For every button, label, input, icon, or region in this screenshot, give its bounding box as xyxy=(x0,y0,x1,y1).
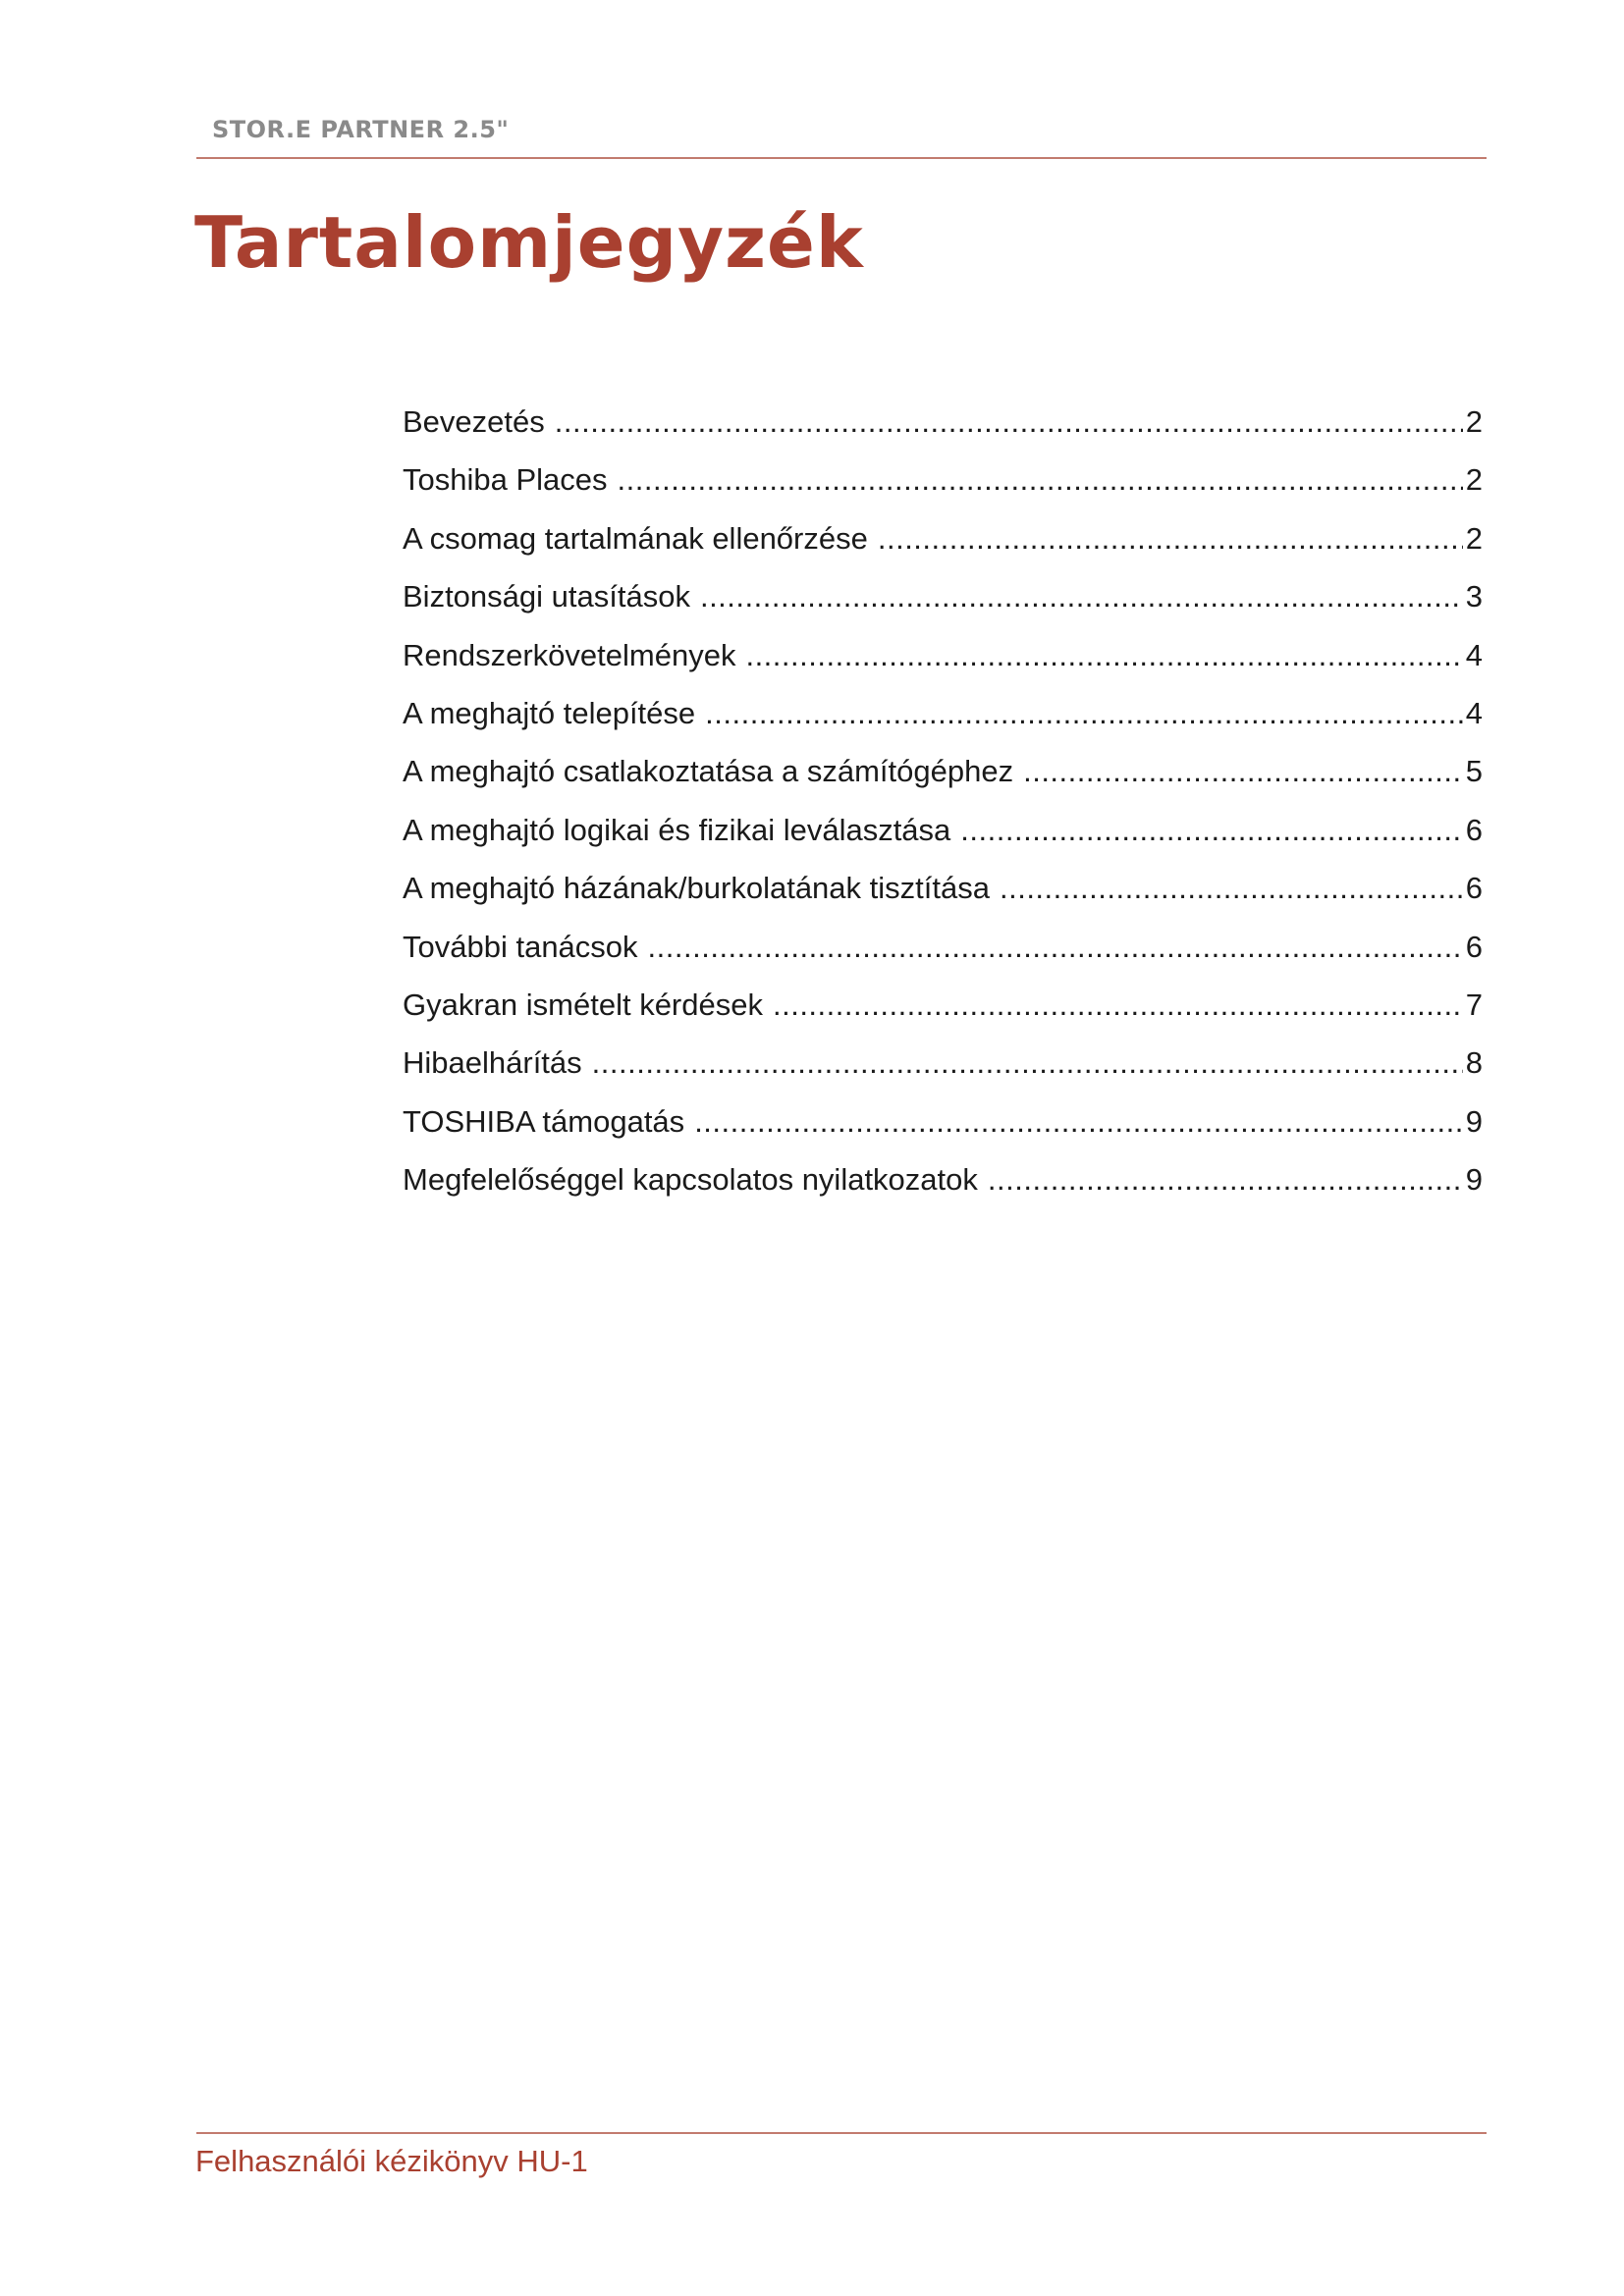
toc-entry[interactable] xyxy=(403,521,1483,579)
toc-entry[interactable] xyxy=(403,813,1483,871)
toc-page-number: 6 xyxy=(1465,812,1483,847)
toc-entry-title: TOSHIBA támogatás xyxy=(403,1103,685,1139)
toc-entry-title: A meghajtó logikai és fizikai leválasztása xyxy=(403,812,951,847)
toc-entry[interactable] xyxy=(403,696,1483,754)
toc-entry-title: Gyakran ismételt kérdések xyxy=(403,987,763,1022)
toc-entry-title: Megfelelőséggel kapcsolatos nyilatkozatok xyxy=(403,1162,978,1198)
toc-page-number: 9 xyxy=(1465,1103,1483,1139)
toc-page-number: 9 xyxy=(1465,1162,1483,1198)
toc-page-number: 8 xyxy=(1465,1045,1483,1081)
toc-entry-title: Hibaelhárítás xyxy=(403,1045,582,1081)
toc-entry[interactable] xyxy=(403,579,1483,637)
toc-entry-title: A csomag tartalmának ellenőrzése xyxy=(403,520,868,556)
toc-dot-leader xyxy=(745,638,1463,673)
toc-entry[interactable] xyxy=(403,462,1483,520)
toc-dot-leader xyxy=(618,462,1463,498)
toc-dot-leader xyxy=(988,1162,1463,1198)
toc-entry-title: Biztonsági utasítások xyxy=(403,579,690,614)
toc-dot-leader xyxy=(694,1104,1463,1140)
toc-dot-leader xyxy=(648,930,1463,965)
page-footer: Felhasználói kézikönyv HU-1 xyxy=(195,2144,588,2178)
footer-divider xyxy=(196,2132,1487,2134)
toc-page-number: 4 xyxy=(1465,637,1483,672)
toc-dot-leader xyxy=(700,579,1463,614)
running-header: STOR.E PARTNER 2.5" xyxy=(212,116,510,143)
table-of-contents xyxy=(403,404,1483,1220)
toc-page-number: 7 xyxy=(1465,987,1483,1022)
toc-entry[interactable] xyxy=(403,754,1483,812)
toc-page-number: 4 xyxy=(1465,695,1483,730)
toc-entry[interactable] xyxy=(403,871,1483,929)
toc-dot-leader xyxy=(960,813,1463,848)
toc-entry-title: Toshiba Places xyxy=(403,462,608,498)
toc-entry-title: Rendszerkövetelmények xyxy=(403,637,736,672)
toc-page-number: 6 xyxy=(1465,929,1483,964)
toc-dot-leader xyxy=(1000,871,1463,906)
toc-entry[interactable] xyxy=(403,1045,1483,1103)
page-title: Tartalomjegyzék xyxy=(194,201,864,284)
toc-dot-leader xyxy=(878,521,1463,557)
toc-page-number: 5 xyxy=(1465,754,1483,789)
toc-entry[interactable] xyxy=(403,404,1483,462)
toc-entry-title: A meghajtó házának/burkolatának tisztítása xyxy=(403,871,990,906)
header-divider xyxy=(196,157,1487,159)
toc-dot-leader xyxy=(555,404,1463,440)
toc-dot-leader xyxy=(705,696,1463,731)
toc-page-number: 6 xyxy=(1465,871,1483,906)
toc-entry-title: A meghajtó csatlakoztatása a számítógéphez xyxy=(403,754,1014,789)
toc-entry[interactable] xyxy=(403,1104,1483,1162)
toc-entry[interactable] xyxy=(403,988,1483,1045)
toc-entry[interactable] xyxy=(403,638,1483,696)
toc-page-number: 2 xyxy=(1465,520,1483,556)
toc-entry-title: További tanácsok xyxy=(403,929,638,964)
toc-page-number: 3 xyxy=(1465,579,1483,614)
toc-entry[interactable] xyxy=(403,930,1483,988)
toc-page-number: 2 xyxy=(1465,404,1483,439)
toc-page-number: 2 xyxy=(1465,462,1483,498)
toc-dot-leader xyxy=(1023,754,1463,789)
toc-entry[interactable] xyxy=(403,1162,1483,1220)
toc-entry-title: A meghajtó telepítése xyxy=(403,695,696,730)
toc-dot-leader xyxy=(773,988,1463,1023)
toc-entry-title: Bevezetés xyxy=(403,404,545,439)
toc-dot-leader xyxy=(592,1045,1463,1081)
